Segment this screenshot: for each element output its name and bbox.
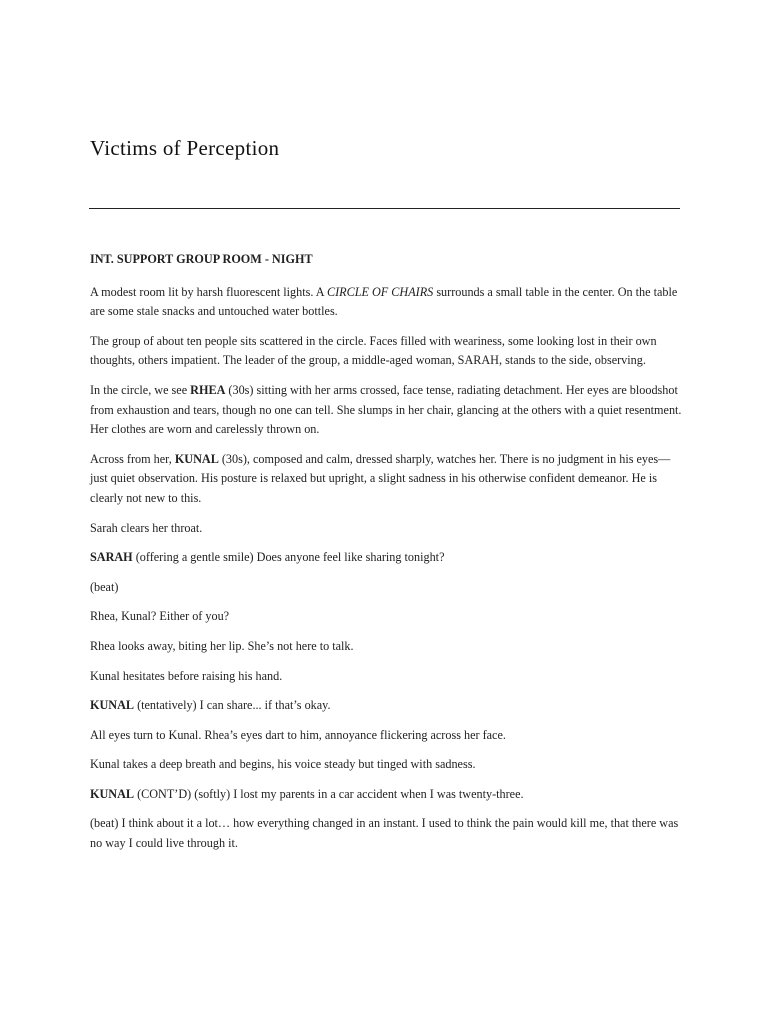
text-run: (30s), composed and calm, dressed sharply, watches her. There is no judgment in his eyes—just quiet observation. His posture is relaxed but upright, a slight sadness in his otherwise confident demeanor. He is clearly not new to this. xyxy=(90,451,671,505)
text-run: (30s) sitting with her arms crossed, face tense, radiating detachment. Her eyes are bloodshot from exhaustion and tears, though no one can tell. She slumps in her chair, glancing at the others with a quiet resentment. Her clothes are worn and carelessly thrown on. xyxy=(90,382,682,437)
character-name: KUNAL xyxy=(90,786,135,801)
dialogue-line xyxy=(90,696,682,716)
document-title: Victims of Perception xyxy=(90,136,280,160)
emphasis-text: CIRCLE OF CHAIRS xyxy=(326,284,434,299)
paragraph-kunal-intro xyxy=(90,450,682,509)
action-line: Sarah clears her throat. xyxy=(90,520,203,535)
text-run: Across from her, xyxy=(90,451,175,466)
title-divider xyxy=(89,208,680,209)
dialogue-continuation: Rhea, Kunal? Either of you? xyxy=(90,609,230,624)
scene-heading: INT. SUPPORT GROUP ROOM - NIGHT xyxy=(90,252,313,266)
dialogue-text: (offering a gentle smile) Does anyone feel like sharing tonight? xyxy=(132,550,445,565)
dialogue-text: (CONT’D) (softly) I lost my parents in a car accident when I was twenty-three. xyxy=(134,786,524,801)
character-name: KUNAL xyxy=(90,698,135,713)
paragraph-group-description: The group of about ten people sits scattered in the circle. Faces filled with weariness, some looking lost in their own thoughts, others impatient. The leader of the group, a middle-aged woman, SARAH, stands to the side, observing. xyxy=(90,333,657,368)
text-run: surrounds a small table in the center. On the table are some stale snacks and untouched water bottles. xyxy=(90,284,678,319)
action-line: Kunal takes a deep breath and begins, his voice steady but tinged with sadness. xyxy=(90,757,476,772)
paragraph-rhea-intro xyxy=(90,381,682,440)
parenthetical-beat: (beat) xyxy=(90,579,119,594)
paragraph-room-description xyxy=(90,283,682,322)
dialogue-line xyxy=(90,785,682,805)
action-line: All eyes turn to Kunal. Rhea’s eyes dart to him, annoyance flickering across her face. xyxy=(90,727,506,742)
action-line: Rhea looks away, biting her lip. She’s not here to talk. xyxy=(90,638,354,653)
dialogue-line xyxy=(90,548,682,568)
action-line: Kunal hesitates before raising his hand. xyxy=(90,668,283,683)
character-name: KUNAL xyxy=(174,451,219,466)
character-name: SARAH xyxy=(90,550,133,565)
dialogue-text: (tentatively) I can share... if that’s okay. xyxy=(134,698,331,713)
text-run: In the circle, we see xyxy=(90,382,191,397)
dialogue-continuation: (beat) I think about it a lot… how everything changed in an instant. I used to think the pain would kill me, that there was no way I could live through it. xyxy=(90,816,679,851)
character-name: RHEA xyxy=(190,382,226,397)
text-run: A modest room lit by harsh fluorescent lights. A xyxy=(90,284,327,299)
screenplay-body xyxy=(90,250,682,864)
